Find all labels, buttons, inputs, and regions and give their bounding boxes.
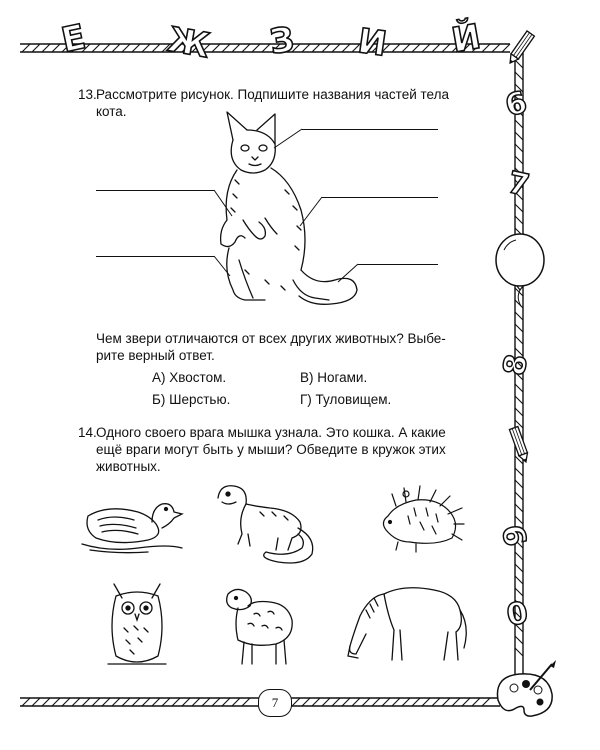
header-letter-z: З xyxy=(267,19,297,63)
page-number: 7 xyxy=(258,689,292,717)
task-14-line2: ещё враги могут быть у мыши? Обведите в кружок этих xyxy=(96,442,446,457)
owl-illustration[interactable] xyxy=(102,576,172,676)
palette-icon xyxy=(490,660,560,725)
side-digit-8: 8 xyxy=(496,351,535,379)
task-14-line3: животных. xyxy=(96,459,161,474)
side-digit-6: 6 xyxy=(501,84,531,125)
side-digit-0: 0 xyxy=(504,595,531,634)
header-letter-i: И xyxy=(355,21,390,65)
sheep-illustration[interactable] xyxy=(214,584,304,674)
side-digit-7: 7 xyxy=(504,165,533,204)
task-14-line1: Одного своего врага мышка узнала. Это кошка. А какие xyxy=(96,425,446,440)
question-prompt xyxy=(96,330,496,364)
callout-connectors xyxy=(0,0,600,300)
task-14-number: 14. xyxy=(78,425,97,440)
option-a: А) Хвостом. xyxy=(152,370,227,385)
header-letter-e: Е xyxy=(58,17,90,61)
option-g: Г) Туловищем. xyxy=(300,392,392,407)
duck-illustration[interactable] xyxy=(78,494,188,554)
question-line2: рите верный ответ. xyxy=(96,348,215,363)
task-13-number: 13. xyxy=(78,87,97,102)
header-letter-iy: Й xyxy=(448,16,484,62)
task-13-line2: кота. xyxy=(96,104,127,119)
header-letter-zh: Ж xyxy=(164,19,213,67)
side-digit-9: 9 xyxy=(496,521,535,549)
ferret-illustration[interactable] xyxy=(208,478,338,568)
task-13-line1: Рассмотрите рисунок. Подпишите названия частей тела xyxy=(96,87,449,102)
pencil-side-icon xyxy=(500,425,540,469)
horse-illustration[interactable] xyxy=(344,576,474,676)
question-line1: Чем звери отличаются от всех других животных? Выбе- xyxy=(96,331,446,346)
task-14-prompt xyxy=(78,424,498,475)
option-b: Б) Шерстью. xyxy=(152,392,231,407)
option-v: В) Ногами. xyxy=(300,370,368,385)
hedgehog-illustration[interactable] xyxy=(376,486,466,556)
